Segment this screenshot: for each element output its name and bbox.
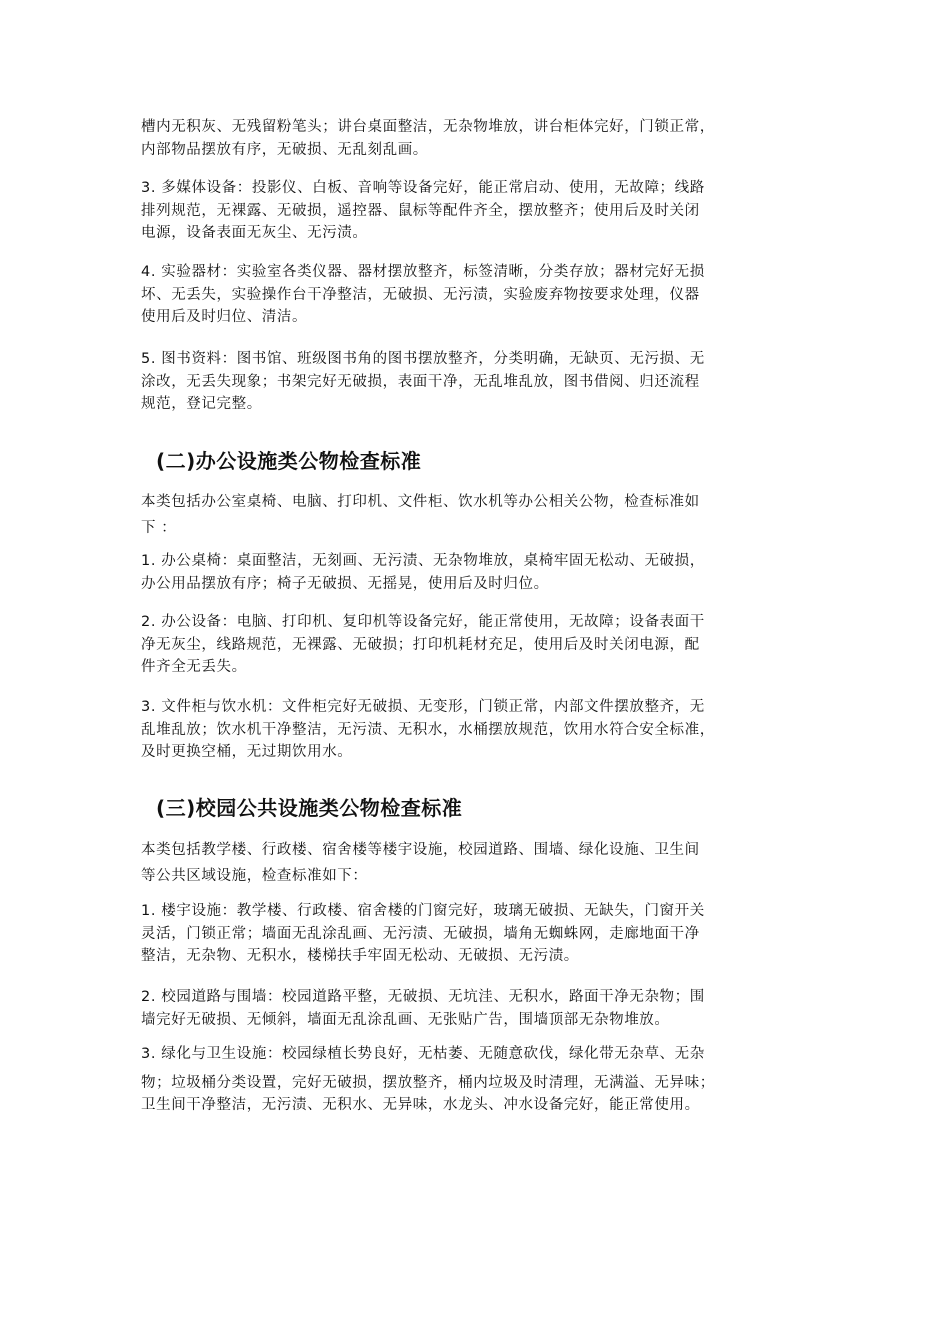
section-heading-campus-public-facilities: (三)校园公共设施类公物检查标准 bbox=[156, 796, 463, 820]
text-line: 电源，设备表面无灰尘、无污渍。 bbox=[141, 225, 368, 241]
text-line: 4. 实验器材：实验室各类仪器、器材摆放整齐，标签清晰，分类存放；器材完好无损 bbox=[141, 264, 705, 280]
text-line: 规范，登记完整。 bbox=[141, 396, 262, 412]
text-line: 内部物品摆放有序，无破损、无乱刻乱画。 bbox=[141, 141, 428, 158]
text-line: 2. 校园道路与围墙：校园道路平整，无破损、无坑洼、无积水，路面干净无杂物；围 bbox=[141, 989, 705, 1005]
paragraph-office-intro bbox=[141, 491, 821, 539]
paragraph-multimedia-equipment bbox=[141, 177, 821, 245]
text-line: 本类包括办公室桌椅、电脑、打印机、文件柜、饮水机等办公相关公物，检查标准如 bbox=[141, 494, 700, 510]
paragraph-roads-walls bbox=[141, 986, 821, 1031]
paragraph-building-facilities bbox=[141, 900, 821, 968]
text-line: 净无灰尘，线路规范，无裸露、无破损；打印机耗材充足，使用后及时关闭电源，配 bbox=[141, 636, 700, 653]
text-line: 1. 楼宇设施：教学楼、行政楼、宿舍楼的门窗完好，玻璃无破损、无缺失，门窗开关 bbox=[141, 903, 705, 919]
text-line: 卫生间干净整洁，无污渍、无积水、无异味，水龙头、冲水设备完好，能正常使用。 bbox=[141, 1097, 700, 1113]
text-line: 5. 图书资料：图书馆、班级图书角的图书摆放整齐，分类明确，无缺页、无污损、无 bbox=[141, 351, 705, 367]
text-line: 使用后及时归位、清洁。 bbox=[141, 309, 308, 325]
paragraph-office-equipment bbox=[141, 611, 821, 679]
text-line: 等公共区域设施，检查标准如下： bbox=[141, 867, 368, 884]
paragraph-library-materials bbox=[141, 348, 821, 416]
text-line: 乱堆乱放；饮水机干净整洁，无污渍、无积水，水桶摆放规范，饮用水符合安全标准， bbox=[141, 721, 715, 738]
text-line: 1. 办公桌椅：桌面整洁，无刻画、无污渍、无杂物堆放，桌椅牢固无松动、无破损， bbox=[141, 553, 705, 569]
text-line: 涂改，无丢失现象；书架完好无破损，表面干净，无乱堆乱放，图书借阅、归还流程 bbox=[141, 373, 700, 390]
paragraph-campus-intro bbox=[141, 839, 821, 887]
text-line: 本类包括教学楼、行政楼、宿舍楼等楼宇设施，校园道路、围墙、绿化设施、卫生间 bbox=[141, 842, 700, 858]
text-line: 物；垃圾桶分类设置，完好无破损，摆放整齐，桶内垃圾及时清理，无满溢、无异味； bbox=[141, 1074, 715, 1091]
text-line: 排列规范，无裸露、无破损，遥控器、鼠标等配件齐全，摆放整齐；使用后及时关闭 bbox=[141, 202, 700, 219]
text-line: 墙完好无破损、无倾斜，墙面无乱涂乱画、无张贴广告，围墙顶部无杂物堆放。 bbox=[141, 1011, 670, 1028]
paragraph-greening-sanitation bbox=[141, 1043, 821, 1117]
text-line: 下 ： bbox=[141, 519, 177, 536]
text-line: 办公用品摆放有序；椅子无破损、无摇晃，使用后及时归位。 bbox=[141, 575, 549, 592]
text-line: 件齐全无丢失。 bbox=[141, 659, 247, 675]
text-line: 整洁，无杂物、无积水，楼梯扶手牢固无松动、无破损、无污渍。 bbox=[141, 948, 579, 964]
section-heading-office-facilities: (二)办公设施类公物检查标准 bbox=[156, 449, 422, 473]
text-line: 槽内无积灰、无残留粉笔头；讲台桌面整洁，无杂物堆放，讲台柜体完好，门锁正常， bbox=[141, 119, 715, 135]
text-line: 3. 绿化与卫生设施：校园绿植长势良好，无枯萎、无随意砍伐，绿化带无杂草、无杂 bbox=[141, 1046, 705, 1062]
paragraph-lab-equipment bbox=[141, 261, 821, 329]
text-line: 3. 多媒体设备：投影仪、白板、音响等设备完好，能正常启动、使用，无故障；线路 bbox=[141, 180, 705, 196]
paragraph-cabinet-water-dispenser bbox=[141, 696, 821, 764]
text-line: 坏、无丢失，实验操作台干净整洁，无破损、无污渍，实验废弃物按要求处理，仪器 bbox=[141, 286, 700, 303]
text-line: 2. 办公设备：电脑、打印机、复印机等设备完好，能正常使用，无故障；设备表面干 bbox=[141, 614, 705, 630]
text-line: 3. 文件柜与饮水机：文件柜完好无破损、无变形，门锁正常，内部文件摆放整齐，无 bbox=[141, 699, 705, 715]
paragraph-office-furniture bbox=[141, 550, 821, 595]
text-line: 灵活，门锁正常；墙面无乱涂乱画、无污渍、无破损，墙角无蜘蛛网，走廊地面干净 bbox=[141, 925, 700, 942]
text-line: 及时更换空桶，无过期饮用水。 bbox=[141, 744, 353, 760]
paragraph-classroom-podium bbox=[141, 116, 821, 161]
